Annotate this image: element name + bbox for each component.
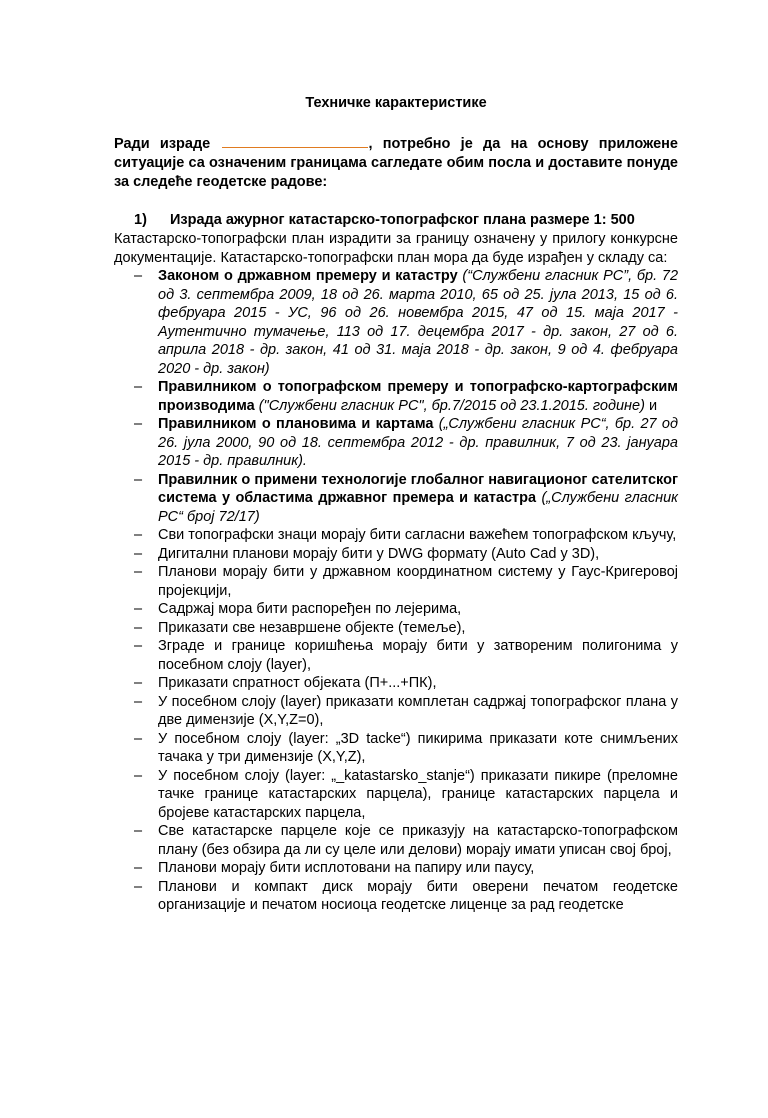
item-plain: Зграде и границе коришћења морају бити у затвореним полигонима у посебном слоју (layer), (158, 638, 678, 673)
item-italic: („Службени гласник РС“, бр. 27 од 26. јула 2000, 90 од 18. септембра 2012 - др. правилник, 7 од 23. јануара 2015 - др. правилник). (158, 416, 678, 469)
list-item (114, 767, 678, 823)
item-plain: У посебном слоју (layer: „3D tacke“) пикирима приказати коте снимљених тачака у три димензије (X,Y,Z), (158, 730, 678, 765)
requirements-list (114, 267, 678, 915)
list-item (114, 600, 678, 619)
item-plain: Планови морају бити исплотовани на папиру или паусу, (158, 860, 535, 876)
document-page (0, 94, 768, 1118)
item-plain: Планови и компакт диск морају бити оверени печатом геодетске организације и печатом носиоца геодетске лиценце за рад геодетске (158, 878, 678, 913)
item-plain: Приказати све незавршене објекте (темеље), (158, 619, 466, 636)
section-heading (114, 211, 678, 230)
item-plain: Приказати спратност објеката (П+...+ПК), (158, 675, 437, 691)
list-item (114, 859, 678, 878)
list-item (114, 693, 678, 730)
list-item (114, 471, 678, 527)
item-plain: У посебном слоју (layer) приказати комплетан садржај топографског плана у две димензије (X,Y,Z=0), (158, 693, 678, 728)
list-item (114, 674, 678, 693)
list-item (114, 878, 678, 915)
fill-in-blank (222, 134, 368, 148)
item-plain: Планови морају бити у државном координатном систему у Гаус-Кригеровој пројекцији, (158, 564, 678, 599)
intro-paragraph (114, 134, 678, 192)
item-bold: Правилником о плановима и картама (158, 416, 434, 432)
intro-before: Ради израде (114, 136, 211, 152)
item-plain: Све катастарске парцеле које се приказују на катастарско-топографском плану (без обзира да ли су целе или делови) морају имати уписан свој број, (158, 823, 678, 858)
item-plain: Садржај мора бити распоређен по лејерима, (158, 601, 462, 617)
list-item (114, 730, 678, 767)
section-heading-text: Израда ажурног катастарско-топографског плана размере 1: 500 (170, 212, 635, 228)
list-item (114, 378, 678, 415)
list-item (114, 545, 678, 564)
list-item (114, 267, 678, 378)
list-item (114, 637, 678, 674)
item-plain: Дигитални планови морају бити у DWG формату (Auto Cad у 3D), (158, 545, 600, 562)
list-item (114, 415, 678, 471)
item-bold: Правилником о топографском премеру и топографско-картографским производима (158, 379, 678, 414)
item-italic: („Службени гласник РС“ број 72/17) (158, 490, 678, 525)
item-plain: У посебном слоју (layer: „_katastarsko_stanje“) приказати пикире (преломне тачке границе катастарских парцела), границе катастарских парцела и бројеве катастарских парцела, (158, 767, 678, 821)
intro-after: , потребно је да на основу приложене ситуације са означеним границама сагледате обим посла и доставите понуде за следеће геодетске радове: (114, 136, 678, 190)
item-bold: Законом о државном премеру и катастру (158, 268, 458, 284)
item-italic: (“Службени гласник РС”, бр. 72 од 3. септембра 2009, 18 од 26. марта 2010, 65 од 25. јула 2013, 15 од 6. фебруара 2015 - УС, 96 од 26. новембра 2015, 47 од 15. маја 2017 - Аутентично тумачење, 113 од 17. децембра 2017 - др. закон, 27 од 6. априла 2018 - др. закон, 41 од 31. маја 2018 - др. закон, 9 од 4. фебруара 2020 - др. закон) (158, 268, 679, 377)
list-item (114, 563, 678, 600)
document-title: Техничке карактеристике (305, 95, 487, 111)
item-italic: ("Службени гласник РС", бр.7/2015 од 23.1.2015. године) (254, 397, 645, 414)
list-item (114, 822, 678, 859)
item-bold: Правилник о примени технологије глобалног навигационог сателитског система у областима државног премера и катастра (158, 471, 678, 506)
section-number: 1) (134, 212, 147, 228)
section-paragraph: Катастарско-топографски план израдити за границу означену у прилогу конкурсне документације. Катастарско-топографски план мора да буде израђен у складу са: (114, 231, 678, 266)
item-plain: Сви топографски знаци морају бити сагласни важећем топографском кључу, (158, 527, 677, 543)
list-item (114, 619, 678, 638)
list-item (114, 526, 678, 545)
item-plain: и (644, 397, 658, 414)
